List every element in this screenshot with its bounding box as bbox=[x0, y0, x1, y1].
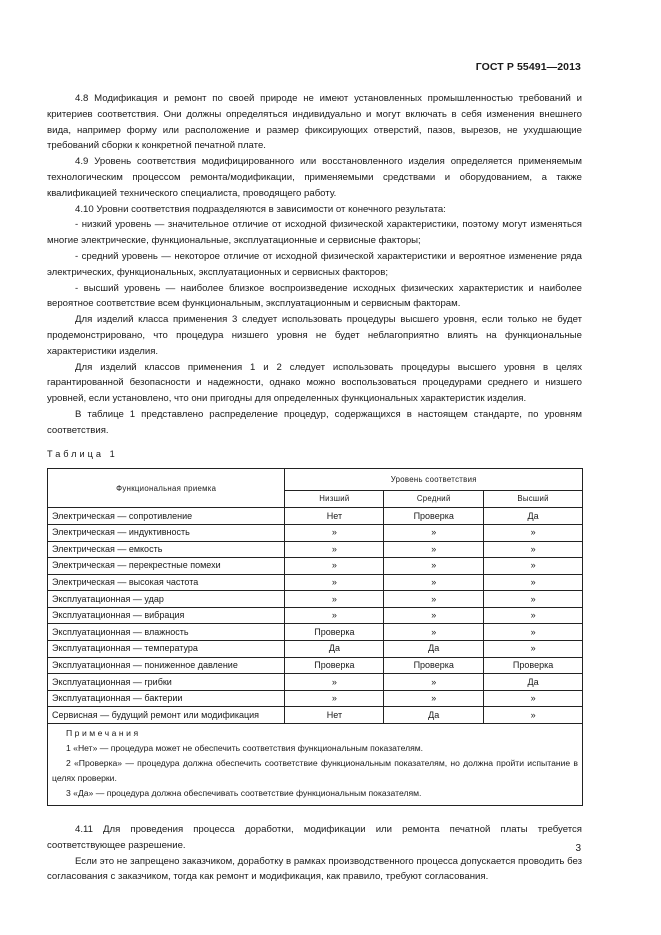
paragraph-class-1-2: Для изделий классов применения 1 и 2 следует использовать процедуры высшего уровня в целях гарантированной безопасности и надежности, однако можно воспользоваться процедурами среднего и низшего уровней, если установлено, что они пригодны для определенных функциональных характеристик изделия. bbox=[47, 361, 582, 405]
row-label: Эксплуатационная — удар bbox=[48, 591, 285, 608]
table-row bbox=[48, 624, 583, 641]
row-label: Электрическая — перекрестные помехи bbox=[48, 558, 285, 575]
row-label: Электрическая — индуктивность bbox=[48, 524, 285, 541]
row-label: Эксплуатационная — температура bbox=[48, 641, 285, 658]
list-item-high-level: - высший уровень — наиболее близкое воспроизведение исходных физических характеристик и наиболее вероятное соответствие всем функциональным, эксплуатационным и сервисным факторам. bbox=[47, 282, 582, 310]
table-row bbox=[48, 524, 583, 541]
cell-mid: Проверка bbox=[384, 508, 484, 525]
cell-high: » bbox=[484, 558, 583, 575]
list-item-low-level: - низкий уровень — значительное отличие от исходной физической характеристики, поэтому могут изменяться многие электрические, функциональные, эксплуатационные и сервисные факторы; bbox=[47, 219, 582, 247]
cell-low: Нет bbox=[285, 508, 384, 525]
paragraph-4-8: 4.8 Модификация и ремонт по своей природе не имеют установленных промышленностью требований и критериев соответствия. Они должны определяться индивидуально и могут включать в себя изменения внешнего вида, например форму или расположение и размер фиксирующих отверстий, пазов, вырезов, не ухудшающие требований сборки к конкретной печатной плате. bbox=[47, 93, 582, 152]
notes-title: Примечания bbox=[66, 728, 141, 739]
cell-mid: Да bbox=[384, 707, 484, 724]
row-label: Сервисная — будущий ремонт или модификация bbox=[48, 707, 285, 724]
table-row bbox=[48, 674, 583, 691]
row-label: Электрическая — сопротивление bbox=[48, 508, 285, 525]
paragraph-customer: Если это не запрещено заказчиком, доработку в рамках производственного процесса допускается проводить без согласования с заказчиком, тогда как ремонт и модификация, как правило, требуют согласования. bbox=[47, 855, 582, 883]
cell-high: » bbox=[484, 607, 583, 624]
document-body bbox=[47, 91, 582, 885]
cell-high: » bbox=[484, 541, 583, 558]
standard-header: ГОСТ Р 55491—2013 bbox=[475, 61, 581, 73]
row-label: Эксплуатационная — вибрация bbox=[48, 607, 285, 624]
cell-high: » bbox=[484, 641, 583, 658]
header-functional-acceptance: Функциональная приемка bbox=[48, 469, 285, 508]
paragraph-4-10: 4.10 Уровни соответствия подразделяются в зависимости от конечного результата: bbox=[75, 203, 446, 215]
cell-high: » bbox=[484, 574, 583, 591]
cell-low: » bbox=[285, 524, 384, 541]
cell-high: » bbox=[484, 624, 583, 641]
row-label: Эксплуатационная — бактерии bbox=[48, 690, 285, 707]
paragraph-4-11: 4.11 Для проведения процесса доработки, модификации или ремонта печатной платы требуется соответствующее разрешение. bbox=[47, 824, 582, 851]
cell-low: » bbox=[285, 607, 384, 624]
table-row bbox=[48, 657, 583, 674]
table-row bbox=[48, 574, 583, 591]
cell-mid: » bbox=[384, 624, 484, 641]
row-label: Электрическая — высокая частота bbox=[48, 574, 285, 591]
row-label: Электрическая — емкость bbox=[48, 541, 285, 558]
cell-high: Да bbox=[484, 674, 583, 691]
cell-low: » bbox=[285, 541, 384, 558]
note-1: 1 «Нет» — процедура может не обеспечить соответствия функциональным показателям. bbox=[66, 743, 424, 754]
row-label: Эксплуатационная — грибки bbox=[48, 674, 285, 691]
cell-low: Да bbox=[285, 641, 384, 658]
header-conformance-level: Уровень соответствия bbox=[285, 469, 583, 490]
cell-low: » bbox=[285, 574, 384, 591]
cell-mid: » bbox=[384, 690, 484, 707]
header-level-low: Низший bbox=[285, 490, 384, 508]
cell-mid: Да bbox=[384, 641, 484, 658]
table-row bbox=[48, 541, 583, 558]
table-row bbox=[48, 558, 583, 575]
cell-mid: » bbox=[384, 541, 484, 558]
table-row bbox=[48, 707, 583, 724]
cell-mid: » bbox=[384, 607, 484, 624]
table-row bbox=[48, 641, 583, 658]
table-row bbox=[48, 690, 583, 707]
cell-low: Проверка bbox=[285, 624, 384, 641]
cell-high: » bbox=[484, 591, 583, 608]
header-level-high: Высший bbox=[484, 490, 583, 508]
cell-mid: » bbox=[384, 591, 484, 608]
list-item-mid-level: - средний уровень — некоторое отличие от исходной физической характеристики и вероятное изменение ряда электрических, функциональных, эксплуатационных и сервисных факторов; bbox=[47, 250, 582, 278]
table-caption: Таблица 1 bbox=[47, 448, 118, 459]
paragraph-4-9: 4.9 Уровень соответствия модифицированного или восстановленного изделия определяется применяемым технологическим процессом ремонта/модификации, применяемыми средствами и оборудованием, а также квалификацией технического специалиста, проводящего работу. bbox=[47, 156, 582, 199]
cell-high: » bbox=[484, 707, 583, 724]
after-table-text bbox=[47, 822, 582, 885]
conformance-table bbox=[47, 468, 583, 806]
cell-high: Да bbox=[484, 508, 583, 525]
cell-high: » bbox=[484, 690, 583, 707]
table-row bbox=[48, 591, 583, 608]
cell-high: » bbox=[484, 524, 583, 541]
row-label: Эксплуатационная — влажность bbox=[48, 624, 285, 641]
note-2: 2 «Проверка» — процедура должна обеспечить соответствие функциональным показателям, но должна пройти испытание в целях проверки. bbox=[52, 758, 578, 784]
table-notes bbox=[48, 724, 583, 806]
cell-mid: » bbox=[384, 524, 484, 541]
table-row bbox=[48, 607, 583, 624]
cell-mid: » bbox=[384, 574, 484, 591]
header-level-mid: Средний bbox=[384, 490, 484, 508]
cell-low: » bbox=[285, 690, 384, 707]
table-row bbox=[48, 508, 583, 525]
cell-low: Нет bbox=[285, 707, 384, 724]
paragraph-class-3: Для изделий класса применения 3 следует использовать процедуры высшего уровня, если только не будет продемонстрировано, что процедура низшего уровня не будет неблагоприятно влиять на функциональные характеристики изделия. bbox=[47, 314, 582, 357]
cell-mid: Проверка bbox=[384, 657, 484, 674]
notes-row bbox=[48, 724, 583, 806]
paragraph-table-intro: В таблице 1 представлено распределение процедур, содержащихся в настоящем стандарте, по уровням соответствия. bbox=[47, 408, 582, 436]
cell-low: » bbox=[285, 558, 384, 575]
note-3: 3 «Да» — процедура должна обеспечивать соответствие функциональным показателям. bbox=[66, 788, 422, 799]
cell-high: Проверка bbox=[484, 657, 583, 674]
cell-low: Проверка bbox=[285, 657, 384, 674]
cell-mid: » bbox=[384, 558, 484, 575]
row-label: Эксплуатационная — пониженное давление bbox=[48, 657, 285, 674]
cell-mid: » bbox=[384, 674, 484, 691]
cell-low: » bbox=[285, 591, 384, 608]
page-number: 3 bbox=[575, 843, 581, 854]
cell-low: » bbox=[285, 674, 384, 691]
